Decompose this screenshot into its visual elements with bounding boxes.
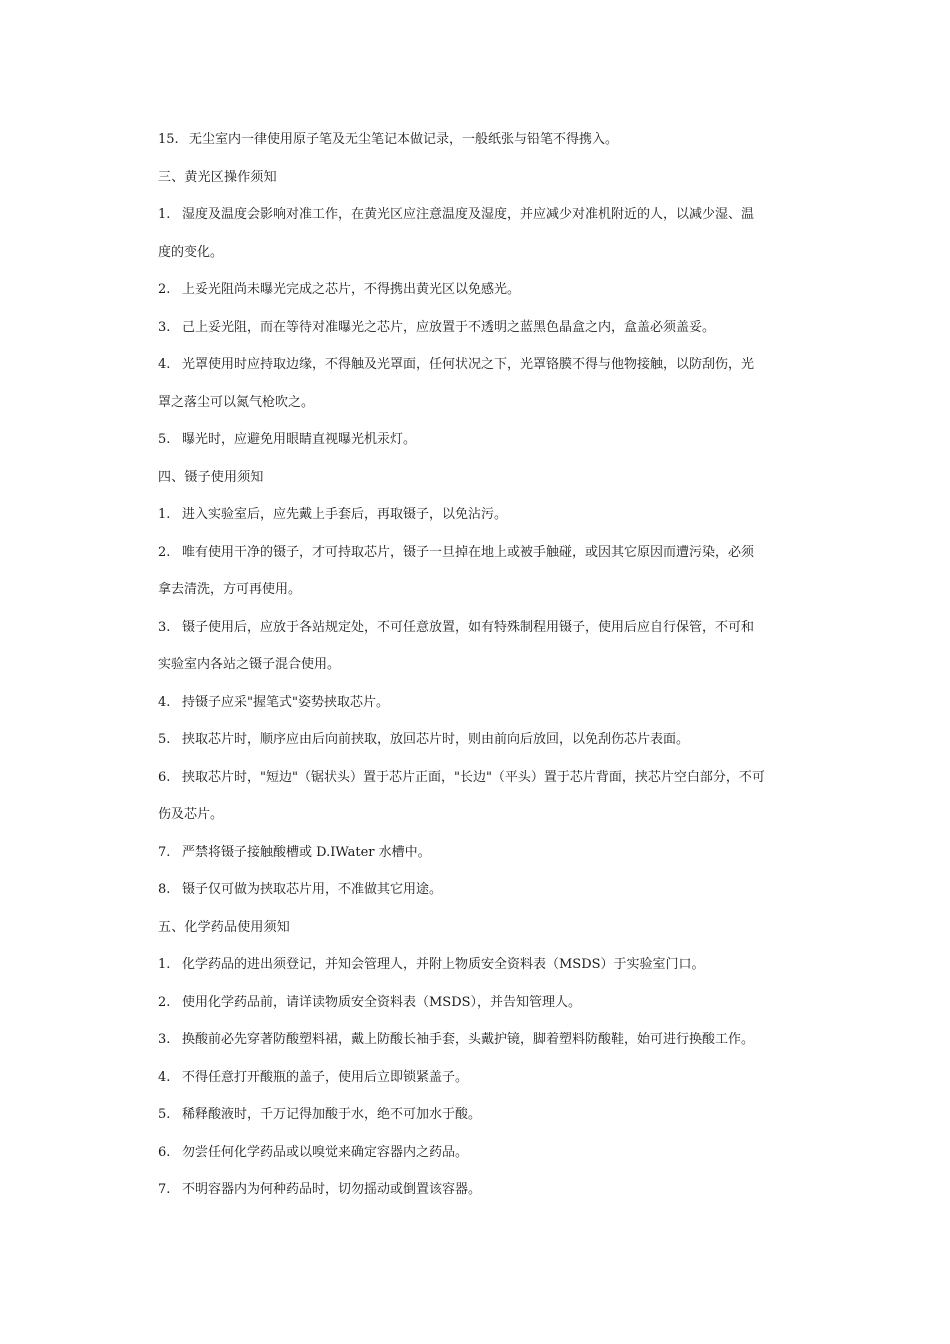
item-number: 1. xyxy=(158,207,171,222)
list-item xyxy=(158,346,798,384)
section-heading xyxy=(158,459,798,497)
item-number: 3. xyxy=(158,619,171,635)
item-text: 拿去清洗，方可再使用。 xyxy=(158,582,302,597)
item-text: 唯有使用干净的镊子，才可持取芯片，镊子一旦掉在地上或被手触碰，或因其它原因而遭污染，必须 xyxy=(182,544,755,560)
list-item xyxy=(158,1134,798,1172)
list-item xyxy=(158,534,798,572)
list-item xyxy=(158,684,798,722)
section-heading-text: 三、黄光区操作须知 xyxy=(158,169,277,185)
item-text: 勿尝任何化学药品或以嗅觉来确定容器内之药品。 xyxy=(182,1144,469,1160)
item-number: 2. xyxy=(158,994,171,1010)
item-text: 镊子仅可做为挟取芯片用，不准做其它用途。 xyxy=(182,882,443,897)
item-text: 进入实验室后，应先戴上手套后，再取镊子，以免沾污。 xyxy=(182,507,508,522)
item-text: 挟取芯片时，"短边"（锯状头）置于芯片正面，"长边"（平头）置于芯片背面，挟芯片空白部分，不可 xyxy=(182,769,765,785)
list-item-continuation xyxy=(158,796,798,834)
item-text: 无尘室内一律使用原子笔及无尘笔记本做记录，一般纸张与铅笔不得携入。 xyxy=(189,132,619,147)
item-number: 7. xyxy=(158,844,171,860)
item-number: 1. xyxy=(158,957,171,972)
item-text: 度的变化。 xyxy=(158,244,224,260)
list-item xyxy=(158,834,798,872)
item-text: 换酸前必先穿著防酸塑料裙，戴上防酸长袖手套，头戴护镜，脚着塑料防酸鞋，始可进行换酸工作。 xyxy=(182,1032,755,1047)
list-item xyxy=(158,421,798,459)
item-text: 罩之落尘可以氮气枪吹之。 xyxy=(158,394,315,410)
item-number: 7. xyxy=(158,1182,171,1197)
item-number: 4. xyxy=(158,694,171,710)
item-text: 上妥光阻尚未曝光完成之芯片，不得携出黄光区以免感光。 xyxy=(182,282,521,297)
item-number: 8. xyxy=(158,882,171,897)
list-item xyxy=(158,759,798,797)
item-text: 不明容器内为何种药品时，切勿摇动或倒置该容器。 xyxy=(182,1182,482,1197)
item-number: 3. xyxy=(158,1032,171,1047)
list-item xyxy=(158,871,798,909)
item-number: 6. xyxy=(158,1144,171,1160)
list-item xyxy=(158,721,798,759)
list-item xyxy=(158,309,798,347)
list-item xyxy=(158,121,798,159)
item-text: 镊子使用后，应放于各站规定处，不可任意放置，如有特殊制程用镊子，使用后应自行保管，不可和 xyxy=(182,619,755,635)
item-number: 5. xyxy=(158,432,171,447)
item-number: 3. xyxy=(158,319,171,335)
item-text: 化学药品的进出须登记，并知会管理人，并附上物质安全资料表（MSDS）于实验室门口。 xyxy=(182,957,705,972)
section-heading xyxy=(158,159,798,197)
list-item xyxy=(158,196,798,234)
item-text: 挟取芯片时，顺序应由后向前挟取，放回芯片时，则由前向后放回，以免刮伤芯片表面。 xyxy=(182,732,690,747)
item-text: 曝光时，应避免用眼睛直视曝光机汞灯。 xyxy=(182,432,417,447)
item-text: 稀释酸液时，千万记得加酸于水，绝不可加水于酸。 xyxy=(182,1107,482,1122)
item-text: 光罩使用时应持取边缘，不得触及光罩面，任何状况之下，光罩铬膜不得与他物接触，以防刮伤，光 xyxy=(182,357,755,372)
item-number: 4. xyxy=(158,357,171,372)
item-number: 6. xyxy=(158,769,171,785)
item-text: 伤及芯片。 xyxy=(158,807,224,822)
section-heading-text: 五、化学药品使用须知 xyxy=(158,919,291,935)
list-item-continuation xyxy=(158,384,798,422)
item-number: 15. xyxy=(158,132,179,147)
item-number: 5. xyxy=(158,1107,171,1122)
list-item-continuation xyxy=(158,571,798,609)
list-item-continuation xyxy=(158,646,798,684)
item-number: 2. xyxy=(158,544,171,560)
list-item xyxy=(158,1171,798,1209)
item-text: 湿度及温度会影响对准工作，在黄光区应注意温度及湿度，并应减少对准机附近的人，以减少湿、温 xyxy=(182,207,755,222)
list-item xyxy=(158,984,798,1022)
list-item xyxy=(158,1096,798,1134)
item-text: 使用化学药品前，请详读物质安全资料表（MSDS），并告知管理人。 xyxy=(182,994,582,1010)
list-item xyxy=(158,271,798,309)
item-text: 持镊子应采"握笔式"姿势挟取芯片。 xyxy=(182,694,389,710)
item-text: 实验室内各站之镊子混合使用。 xyxy=(158,657,341,672)
section-heading-text: 四、镊子使用须知 xyxy=(158,469,264,485)
item-number: 2. xyxy=(158,282,171,297)
list-item xyxy=(158,946,798,984)
list-item-continuation xyxy=(158,234,798,272)
list-item xyxy=(158,496,798,534)
section-heading xyxy=(158,909,798,947)
list-item xyxy=(158,1021,798,1059)
list-item xyxy=(158,1059,798,1097)
list-item xyxy=(158,609,798,647)
item-text: 严禁将镊子接触酸槽或 D.IWater 水槽中。 xyxy=(182,844,431,860)
item-text: 己上妥光阻，而在等待对准曝光之芯片，应放置于不透明之蓝黑色晶盒之内，盒盖必须盖妥。 xyxy=(182,319,716,335)
item-number: 4. xyxy=(158,1069,171,1085)
document-page xyxy=(158,121,798,1209)
item-number: 5. xyxy=(158,732,171,747)
item-number: 1. xyxy=(158,507,171,522)
item-text: 不得任意打开酸瓶的盖子，使用后立即锁紧盖子。 xyxy=(182,1069,469,1085)
